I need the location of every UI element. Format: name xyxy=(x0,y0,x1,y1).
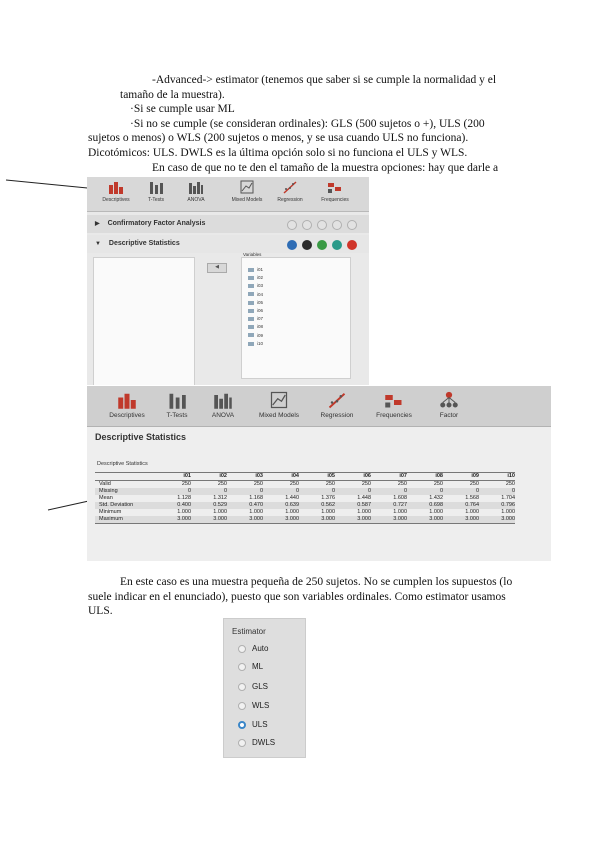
radio-icon xyxy=(238,683,246,691)
ribbon-frequencies[interactable] xyxy=(313,179,357,203)
circle-button[interactable] xyxy=(332,220,342,230)
table-cell: 1.704 xyxy=(501,495,515,501)
table-cell: 0 xyxy=(295,488,299,494)
table-cell: 1.168 xyxy=(249,495,263,501)
table-row xyxy=(95,495,515,502)
conclusion-paragraph: En este caso es una muestra pequeña de 250 sujetos. No se cumplen los supuestos (lo suele indicar en el enunciado), puesto que son variables ordinales. Como estimator usamos ULS. xyxy=(88,576,513,618)
table-cell: 3.000 xyxy=(321,516,335,522)
row-label-header xyxy=(95,473,155,481)
table-cell: 0.796 xyxy=(501,502,515,508)
table-cell: 250 xyxy=(433,481,443,487)
table-cell: 0 xyxy=(511,488,515,494)
ordinal-icon xyxy=(248,292,254,296)
variable-item[interactable]: i09 xyxy=(248,332,263,340)
variable-item[interactable]: i01 xyxy=(248,266,263,274)
variable-item[interactable]: i07 xyxy=(248,315,263,323)
table-cell: 3.000 xyxy=(249,516,263,522)
bullet-ml: ·Si se cumple usar ML xyxy=(130,103,235,116)
ribbon-descriptives[interactable] xyxy=(97,179,135,203)
ribbon-regression[interactable] xyxy=(309,390,365,419)
table-cell: 0.470 xyxy=(249,502,263,508)
close-icon[interactable] xyxy=(347,240,357,250)
table-cell: 250 xyxy=(289,481,299,487)
table-row xyxy=(95,502,515,509)
circle-button[interactable] xyxy=(347,220,357,230)
t-tests-icon xyxy=(167,390,187,410)
table-cell: 0 xyxy=(475,488,479,494)
factor-icon xyxy=(439,390,459,410)
estimator-option-uls[interactable]: ULS xyxy=(238,719,268,731)
estimator-title: Estimator xyxy=(232,627,266,636)
table-cell: 0.639 xyxy=(285,502,299,508)
ribbon-label: T-Tests xyxy=(147,197,165,203)
table-cell: 3.000 xyxy=(501,516,515,522)
descriptives-table xyxy=(95,472,515,524)
circle-button[interactable] xyxy=(302,220,312,230)
radio-icon xyxy=(238,702,246,710)
jasp-screenshot-analysis-panel xyxy=(87,177,369,385)
expand-arrow-icon: ▶ xyxy=(95,221,100,227)
ribbon-toolbar xyxy=(87,386,551,427)
ribbon-label: Mixed Models xyxy=(258,412,300,419)
table-cell: 250 xyxy=(217,481,227,487)
table-cell: 0.529 xyxy=(213,502,227,508)
anova-icon xyxy=(213,390,233,410)
ribbon-mixed-models[interactable] xyxy=(247,390,311,419)
ribbon-frequencies[interactable] xyxy=(363,390,425,419)
column-header: i09 xyxy=(471,473,479,479)
ribbon-label: Descriptives xyxy=(102,197,130,203)
ribbon-t-tests[interactable] xyxy=(137,179,175,203)
row-label: Std. Deviation xyxy=(99,502,134,508)
table-cell: 0 xyxy=(259,488,263,494)
sample-size-note: En caso de que no te den el tamaño de la muestra opciones: hay que darle a xyxy=(152,161,499,174)
ribbon-label: Descriptives xyxy=(109,412,145,419)
table-cell: 250 xyxy=(469,481,479,487)
ribbon-factor[interactable] xyxy=(421,390,477,419)
variables-header: Variables xyxy=(243,252,262,257)
table-cell: 1.000 xyxy=(393,509,407,515)
table-cell: 0 xyxy=(439,488,443,494)
section-descriptives-label: Descriptive Statistics xyxy=(108,240,180,247)
edit-icon[interactable] xyxy=(302,240,312,250)
table-cell: 1.000 xyxy=(429,509,443,515)
info-icon[interactable] xyxy=(287,240,297,250)
ordinal-icon xyxy=(248,276,254,280)
table-cell: 0 xyxy=(367,488,371,494)
table-cell: 250 xyxy=(505,481,515,487)
estimator-option-ml[interactable]: ML xyxy=(238,661,263,673)
ordinal-icon xyxy=(248,268,254,272)
column-header: i05 xyxy=(327,473,335,479)
table-row xyxy=(95,509,515,516)
table-cell: 1.448 xyxy=(357,495,371,501)
table-cell: 0.587 xyxy=(357,502,371,508)
table-cell: 1.000 xyxy=(321,509,335,515)
duplicate-icon[interactable] xyxy=(317,240,327,250)
table-body xyxy=(95,481,515,524)
variables-box[interactable] xyxy=(241,257,351,379)
circle-button[interactable] xyxy=(287,220,297,230)
column-header: i01 xyxy=(183,473,191,479)
table-cell: 3.000 xyxy=(285,516,299,522)
section-cfa[interactable] xyxy=(87,215,369,233)
column-header: i08 xyxy=(435,473,443,479)
table-cell: 3.000 xyxy=(465,516,479,522)
ribbon-label: ANOVA xyxy=(187,197,205,203)
table-row xyxy=(95,488,515,495)
radio-selected-icon xyxy=(238,721,246,729)
ordinal-icon xyxy=(248,325,254,329)
move-arrow-button[interactable]: ◀ xyxy=(207,263,227,273)
radio-icon xyxy=(238,663,246,671)
regression-icon xyxy=(327,390,347,410)
table-cell: 0.727 xyxy=(393,502,407,508)
table-cell: 1.440 xyxy=(285,495,299,501)
table-cell: 1.000 xyxy=(177,509,191,515)
ordinal-icon xyxy=(248,284,254,288)
table-cell: 3.000 xyxy=(357,516,371,522)
table-cell: 0 xyxy=(187,488,191,494)
cfa-action-buttons xyxy=(284,220,357,232)
ribbon-label: Factor xyxy=(439,412,459,419)
table-cell: 250 xyxy=(253,481,263,487)
radio-icon xyxy=(238,739,246,747)
column-header: i03 xyxy=(255,473,263,479)
table-row xyxy=(95,516,515,524)
variable-item[interactable]: i02 xyxy=(248,274,263,282)
anova-icon xyxy=(188,179,204,195)
ribbon-anova[interactable] xyxy=(177,179,215,203)
row-label: Mean xyxy=(99,495,113,501)
table-cell: 250 xyxy=(325,481,335,487)
available-variables-list[interactable] xyxy=(93,257,195,385)
circle-button[interactable] xyxy=(317,220,327,230)
ribbon-label: Regression xyxy=(277,197,303,203)
ribbon-label: T-Tests xyxy=(166,412,188,419)
table-cell: 1.608 xyxy=(393,495,407,501)
table-cell: 1.128 xyxy=(177,495,191,501)
table-cell: 0 xyxy=(331,488,335,494)
ribbon-label: Mixed Models xyxy=(231,197,263,203)
ordinal-icon xyxy=(248,309,254,313)
table-cell: 1.000 xyxy=(249,509,263,515)
table-cell: 3.000 xyxy=(429,516,443,522)
table-cell: 1.000 xyxy=(465,509,479,515)
ribbon-regression[interactable] xyxy=(271,179,309,203)
ribbon-label: ANOVA xyxy=(211,412,235,419)
table-cell: 250 xyxy=(361,481,371,487)
variable-item[interactable]: i08 xyxy=(248,323,263,331)
refresh-icon[interactable] xyxy=(332,240,342,250)
frequencies-icon xyxy=(384,390,404,410)
frequencies-icon xyxy=(327,179,343,195)
row-label: Valid xyxy=(99,481,111,487)
row-label: Missing xyxy=(99,488,118,494)
ordinal-icon xyxy=(248,317,254,321)
bullet-not-met: ·Si no se cumple (se consideran ordinales): GLS (500 sujetos o +), ULS (200 sujetos o menos) o WLS (200 sujetos o menos, y se usa cuando ULS no funciona). Dicotómicos: ULS. DWLS es la última opción solo si no funciona el ULS y WLS. xyxy=(88,117,485,159)
ribbon-descriptives[interactable] xyxy=(99,390,155,419)
table-cell: 250 xyxy=(181,481,191,487)
table-cell: 1.000 xyxy=(285,509,299,515)
descriptives-action-buttons xyxy=(284,240,357,252)
estimator-option-wls[interactable]: WLS xyxy=(238,700,269,712)
ribbon-label: Regression xyxy=(320,412,354,419)
ribbon-toolbar xyxy=(87,177,369,212)
variable-item[interactable]: i04 xyxy=(248,291,263,299)
variable-item[interactable]: i05 xyxy=(248,299,263,307)
table-cell: 0.698 xyxy=(429,502,443,508)
table-cell: 250 xyxy=(397,481,407,487)
table-cell: 3.000 xyxy=(213,516,227,522)
table-cell: 0.562 xyxy=(321,502,335,508)
table-cell: 1.432 xyxy=(429,495,443,501)
column-header: i04 xyxy=(291,473,299,479)
ordinal-icon xyxy=(248,342,254,346)
table-cell: 1.312 xyxy=(213,495,227,501)
mixed-models-icon xyxy=(269,390,289,410)
table-caption: Descriptive Statistics xyxy=(97,461,148,467)
descriptives-icon xyxy=(108,179,124,195)
intro-text: -Advanced-> estimator (tenemos que saber si se cumple la normalidad y el tamaño de la muestra). xyxy=(120,74,497,101)
variables-list xyxy=(248,266,263,348)
estimator-panel xyxy=(223,618,306,758)
ordinal-icon xyxy=(248,301,254,305)
ribbon-label: Frequencies xyxy=(321,197,349,203)
ribbon-anova[interactable] xyxy=(195,390,251,419)
t-tests-icon xyxy=(148,179,164,195)
column-header: i10 xyxy=(507,473,515,479)
variable-item[interactable]: i06 xyxy=(248,307,263,315)
table-cell: 1.000 xyxy=(213,509,227,515)
table-cell: 3.000 xyxy=(177,516,191,522)
table-cell: 0.764 xyxy=(465,502,479,508)
row-label: Minimum xyxy=(99,509,122,515)
radio-icon xyxy=(238,645,246,653)
jasp-screenshot-descriptives-output xyxy=(87,386,551,561)
estimator-option-auto[interactable]: Auto xyxy=(238,643,268,655)
table-header-row xyxy=(95,473,515,481)
table-cell: 0.400 xyxy=(177,502,191,508)
table-row xyxy=(95,481,515,489)
ribbon-label: Frequencies xyxy=(376,412,412,419)
collapse-arrow-icon: ▼ xyxy=(95,241,101,247)
table-cell: 1.568 xyxy=(465,495,479,501)
descriptives-icon xyxy=(117,390,137,410)
table-cell: 0 xyxy=(223,488,227,494)
estimator-option-dwls[interactable]: DWLS xyxy=(238,737,275,749)
section-cfa-label: Confirmatory Factor Analysis xyxy=(107,220,206,227)
regression-icon xyxy=(282,179,298,195)
output-title: Descriptive Statistics xyxy=(95,432,187,442)
table-cell: 1.376 xyxy=(321,495,335,501)
row-label: Maximum xyxy=(99,516,123,522)
table-cell: 1.000 xyxy=(501,509,515,515)
mixed-models-icon xyxy=(239,179,255,195)
ribbon-mixed-models[interactable] xyxy=(225,179,269,203)
variable-item[interactable]: i10 xyxy=(248,340,263,348)
table-cell: 0 xyxy=(403,488,407,494)
column-header: i02 xyxy=(219,473,227,479)
column-header: i06 xyxy=(363,473,371,479)
ordinal-icon xyxy=(248,333,254,337)
section-descriptives[interactable] xyxy=(87,235,369,253)
column-header: i07 xyxy=(399,473,407,479)
table-cell: 3.000 xyxy=(393,516,407,522)
table-cell: 1.000 xyxy=(357,509,371,515)
estimator-option-gls[interactable]: GLS xyxy=(238,681,268,693)
variable-item[interactable]: i03 xyxy=(248,282,263,290)
